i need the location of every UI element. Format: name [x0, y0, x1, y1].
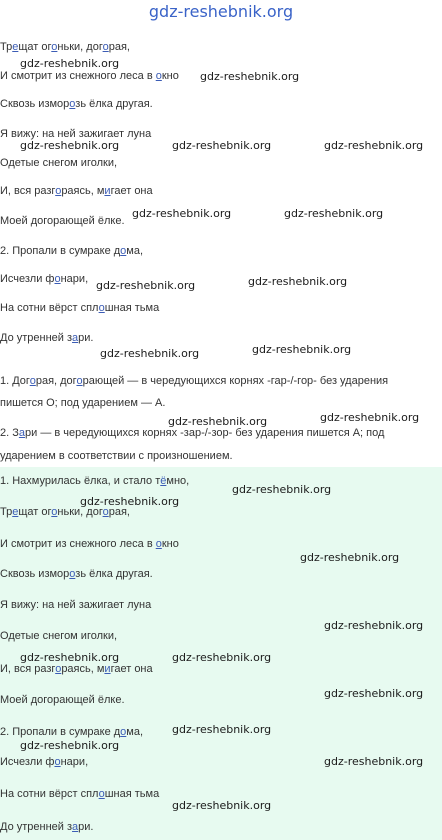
text-line [0, 755, 88, 769]
watermark: gdz-reshebnik.org [232, 483, 332, 496]
text-segment: зь ёлка другая. [75, 98, 153, 110]
text-segment: 2. З [0, 427, 19, 439]
watermark: gdz-reshebnik.org [324, 619, 424, 632]
text-segment: До утренней з [0, 821, 73, 833]
text-segment: щат ог [18, 41, 52, 53]
watermark: gdz-reshebnik.org [300, 551, 400, 564]
highlighted-letter: о [29, 375, 36, 387]
watermark: gdz-reshebnik.org [132, 207, 232, 220]
highlighted-letter: о [102, 506, 109, 518]
text-segment: шная тьма [104, 788, 160, 800]
text-line [0, 214, 125, 228]
highlighted-letter: о [76, 375, 83, 387]
highlighted-letter: и [104, 663, 111, 675]
text-segment: ри. [78, 332, 94, 344]
watermark: gdz-reshebnik.org [200, 70, 300, 83]
text-segment: гает она [110, 663, 153, 675]
watermark: gdz-reshebnik.org [20, 139, 120, 152]
text-segment: рая, [108, 506, 130, 518]
text-segment: раясь, м [61, 663, 105, 675]
text-segment: Исчезли ф [0, 756, 55, 768]
highlighted-letter: о [55, 185, 62, 197]
watermark: gdz-reshebnik.org [96, 279, 196, 292]
text-segment: рая, [108, 41, 130, 53]
text-line [0, 567, 153, 581]
highlighted-letter: о [55, 663, 62, 675]
highlighted-letter: о [102, 41, 109, 53]
text-line [0, 374, 388, 388]
watermark: gdz-reshebnik.org [324, 139, 424, 152]
text-segment: Тр [0, 41, 13, 53]
text-segment: щат ог [18, 506, 52, 518]
text-line [0, 629, 117, 643]
highlighted-letter: о [51, 506, 58, 518]
text-segment: рая, дог [35, 375, 77, 387]
text-line [0, 40, 130, 54]
highlighted-letter: о [98, 788, 105, 800]
text-segment: Сквозь измор [0, 98, 70, 110]
text-segment: ньки, дог [57, 506, 103, 518]
site-header[interactable]: gdz-reshebnik.org [148, 2, 294, 21]
text-segment: ударением в соответствии с произношением. [0, 450, 233, 462]
text-segment: И, вся разг [0, 185, 56, 197]
text-line [0, 662, 153, 676]
text-line [0, 331, 94, 345]
text-segment: 1. Нахмурилась ёлка, и стало т [0, 475, 161, 487]
watermark: gdz-reshebnik.org [320, 411, 420, 424]
text-segment: зь ёлка другая. [75, 568, 153, 580]
watermark: gdz-reshebnik.org [324, 755, 424, 768]
text-segment: кно [161, 538, 179, 550]
highlighted-letter: а [72, 332, 79, 344]
text-segment: До утренней з [0, 332, 73, 344]
highlighted-letter: и [104, 185, 111, 197]
highlighted-letter: о [155, 70, 162, 82]
highlighted-letter: а [72, 821, 79, 833]
text-segment: И смотрит из снежного леса в [0, 538, 156, 550]
text-segment: рающей — в чередующихся корнях -гар-/-гор- без ударения [82, 375, 389, 387]
watermark: gdz-reshebnik.org [248, 275, 348, 288]
highlighted-letter: о [51, 41, 58, 53]
text-segment: ма, [126, 726, 144, 738]
text-segment: Я вижу: на ней зажигает луна [0, 128, 152, 140]
text-segment: Одетые снегом иголки, [0, 157, 118, 169]
text-segment: Сквозь измор [0, 568, 70, 580]
highlighted-letter: о [69, 568, 76, 580]
text-segment: пишется О; под ударением — А. [0, 397, 166, 409]
highlighted-letter: о [98, 302, 105, 314]
text-segment: Исчезли ф [0, 273, 55, 285]
highlighted-letter: е [12, 506, 19, 518]
watermark: gdz-reshebnik.org [20, 57, 120, 70]
text-line [0, 474, 189, 488]
text-line [0, 820, 94, 834]
highlighted-letter: о [120, 245, 127, 257]
text-line [0, 156, 117, 170]
text-line [0, 693, 125, 707]
text-segment: И смотрит из снежного леса в [0, 70, 156, 82]
text-segment: шная тьма [104, 302, 160, 314]
text-line [0, 449, 233, 463]
text-segment: Одетые снегом иголки, [0, 630, 118, 642]
text-line [0, 244, 143, 258]
text-segment: ма, [126, 245, 144, 257]
watermark: gdz-reshebnik.org [284, 207, 384, 220]
text-segment: нари, [60, 273, 89, 285]
text-line [0, 598, 151, 612]
text-line [0, 301, 159, 315]
watermark: gdz-reshebnik.org [172, 799, 272, 812]
watermark: gdz-reshebnik.org [20, 739, 120, 752]
text-line [0, 426, 384, 440]
text-segment: Моей догорающей ёлке. [0, 215, 125, 227]
text-line [0, 272, 88, 286]
text-segment: кно [161, 70, 179, 82]
text-segment: 1. Дог [0, 375, 30, 387]
text-segment: И, вся разг [0, 663, 56, 675]
highlighted-letter: о [69, 98, 76, 110]
text-segment: На сотни вёрст спл [0, 302, 99, 314]
highlighted-letter: о [155, 538, 162, 550]
highlighted-letter: е [12, 41, 19, 53]
text-segment: раясь, м [61, 185, 105, 197]
watermark: gdz-reshebnik.org [80, 495, 180, 508]
watermark: gdz-reshebnik.org [172, 651, 272, 664]
watermark: gdz-reshebnik.org [324, 687, 424, 700]
text-line [0, 725, 143, 739]
text-segment: ньки, дог [57, 41, 103, 53]
text-segment: Тр [0, 506, 13, 518]
text-segment: нари, [60, 756, 89, 768]
highlighted-letter: о [54, 756, 61, 768]
text-segment: На сотни вёрст спл [0, 788, 99, 800]
watermark: gdz-reshebnik.org [172, 723, 272, 736]
text-segment: Я вижу: на ней зажигает луна [0, 599, 152, 611]
text-segment: мно, [166, 475, 190, 487]
text-line [0, 396, 165, 410]
watermark: gdz-reshebnik.org [252, 343, 352, 356]
watermark: gdz-reshebnik.org [20, 651, 120, 664]
highlighted-letter: о [54, 273, 61, 285]
text-line [0, 537, 179, 551]
text-segment: ри. [78, 821, 94, 833]
watermark: gdz-reshebnik.org [172, 139, 272, 152]
text-line [0, 184, 153, 198]
text-segment: 2. Пропали в сумраке д [0, 726, 121, 738]
text-line [0, 787, 159, 801]
text-line [0, 69, 179, 83]
highlighted-letter: а [18, 427, 25, 439]
watermark: gdz-reshebnik.org [168, 415, 268, 428]
text-segment: ри — в чередующихся корнях -зар-/-зор- без ударения пишется А; под [25, 427, 385, 439]
text-segment: Моей догорающей ёлке. [0, 694, 125, 706]
watermark: gdz-reshebnik.org [100, 347, 200, 360]
text-segment: 2. Пропали в сумраке д [0, 245, 121, 257]
highlighted-letter: ё [160, 475, 167, 487]
highlighted-letter: о [120, 726, 127, 738]
text-segment: гает она [110, 185, 153, 197]
text-line [0, 97, 153, 111]
